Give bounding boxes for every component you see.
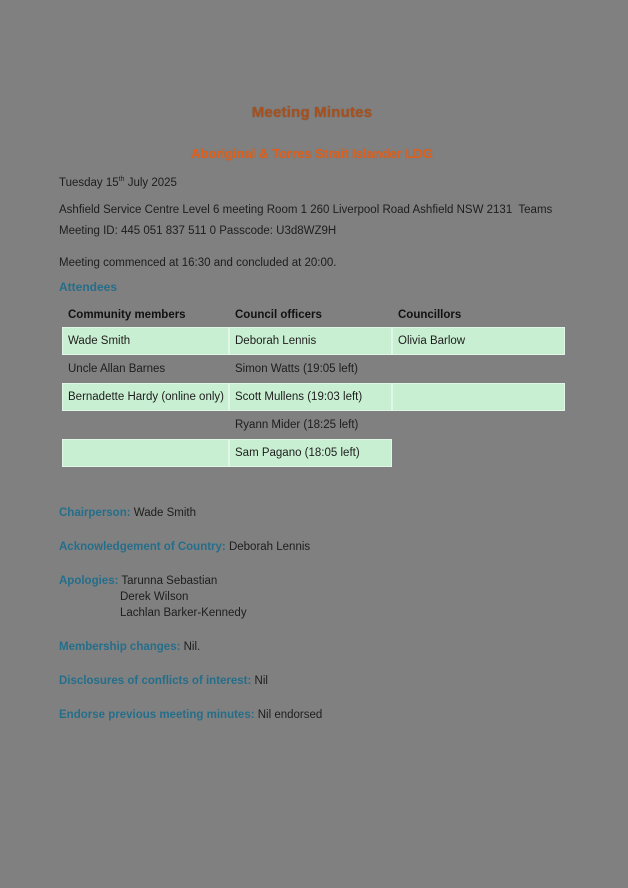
attendee-cell: Scott Mullens (19:03 left) [229, 383, 392, 411]
section-label: Endorse previous meeting minutes: [59, 708, 255, 721]
attendee-cell [392, 411, 565, 439]
attendee-row [62, 327, 565, 355]
section-disclosures-of-conflicts-of-interest [59, 673, 565, 689]
column-header: Community members [68, 308, 186, 321]
attendee-row [62, 439, 565, 467]
meeting-date [59, 172, 565, 191]
attendee-cell: Wade Smith [62, 327, 229, 355]
column-header: Councillors [398, 308, 462, 321]
attendee-cell: Olivia Barlow [392, 327, 565, 355]
section-label: Apologies: [59, 574, 119, 587]
attendee-cell: Deborah Lennis [229, 327, 392, 355]
section-value: Nil endorsed [254, 708, 323, 721]
date-prefix: Tuesday 15 [59, 176, 119, 189]
document-subtitle: Aboriginal & Torres Strait Islander LDG [191, 146, 433, 161]
meeting-times: Meeting commenced at 16:30 and concluded at 20:00. [59, 256, 337, 269]
section-chairperson [59, 505, 565, 521]
attendees-heading: Attendees [59, 279, 118, 294]
attendee-row [62, 383, 565, 411]
attendee-row [62, 355, 565, 383]
attendee-cell: Bernadette Hardy (online only) [62, 383, 229, 411]
section-value: Deborah Lennis [225, 540, 311, 553]
section-acknowledgement-of-country [59, 539, 565, 555]
date-ordinal-superscript: th [118, 176, 125, 183]
section-value: Nil. [180, 640, 201, 653]
section-extra-line: Lachlan Barker-Kennedy [120, 606, 247, 619]
section-value: Tarunna Sebastian [118, 574, 218, 587]
section-value: Wade Smith [130, 506, 196, 519]
attendee-cell [392, 439, 565, 467]
attendees-header-row [62, 303, 565, 327]
section-label: Acknowledgement of Country: [59, 540, 226, 553]
minutes-sections [59, 505, 565, 723]
column-header: Council officers [235, 308, 322, 321]
section-membership-changes [59, 639, 565, 655]
attendee-cell: Sam Pagano (18:05 left) [229, 439, 392, 467]
meeting-location: Ashfield Service Centre Level 6 meeting Room 1 260 Liverpool Road Ashfield NSW 2131 Teams Meeting ID: 445 051 837 511 0 Passcode: U3d8WZ9H [59, 203, 556, 237]
attendee-cell: Simon Watts (19:05 left) [235, 362, 358, 375]
date-suffix: July 2025 [124, 176, 177, 189]
section-value: Nil [251, 674, 268, 687]
section-label: Chairperson: [59, 506, 131, 519]
page-title: Meeting Minutes [251, 104, 373, 121]
attendee-cell [62, 439, 229, 467]
attendee-cell [392, 355, 565, 383]
attendee-cell: Ryann Mider (18:25 left) [235, 418, 359, 431]
attendee-cell [62, 411, 229, 439]
attendee-row [62, 411, 565, 439]
section-extra-line: Derek Wilson [120, 590, 189, 603]
section-label: Membership changes: [59, 640, 181, 653]
section-endorse-previous-meeting-minutes [59, 707, 565, 723]
section-apologies [59, 573, 565, 621]
attendee-cell [392, 383, 565, 411]
attendee-cell: Uncle Allan Barnes [68, 362, 166, 375]
section-label: Disclosures of conflicts of interest: [59, 674, 252, 687]
attendees-table [62, 303, 565, 467]
